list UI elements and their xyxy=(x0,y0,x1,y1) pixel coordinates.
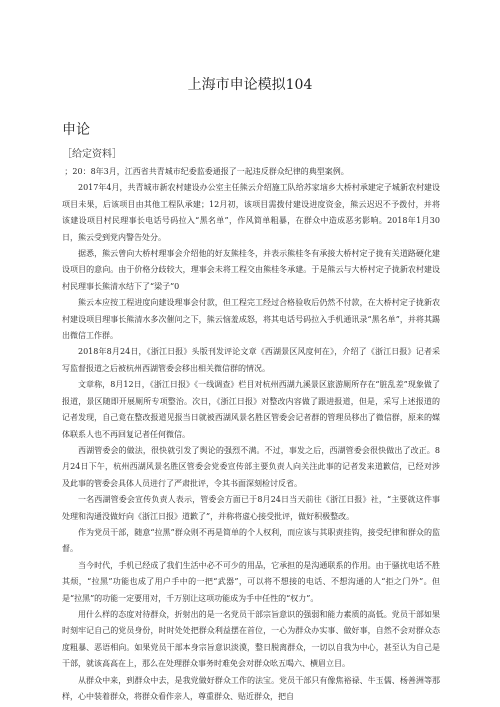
paragraph: 2017年4月，共青城市新农村建设办公室主任熊云介绍施工队给苏家垴乡大桥村承建定子城新农村建设项目未果，后该项目由其他工程队承建；12月初，该项目需拨付建设进度资金，熊云迟迟不予拨付，并将该建设项目村民理事长电话号码拉入“黑名单”，作风简单粗暴，在群众中造成恶劣影响。2018年1月30日，熊云受到党内警告处分。 xyxy=(62,183,440,242)
paragraph: 从群众中来，到群众中去，是我党做好群众工作的法宝。党员干部只有像焦裕禄、牛玉儒、杨善洲等那样，心中装着群众，将群众看作亲人，尊重群众、贴近群众，把自 xyxy=(62,675,440,701)
paragraph: 用什么样的态度对待群众，折射出的是一名党员干部宗旨意识的强弱和能力素质的高低。党员干部如果时刻牢记自己的党员身份，时时处处把群众利益摆在首位，一心为群众办实事、做好事，自然不会对群众态度粗暴、恶语相向。如果党员干部本身宗旨意识淡漠，整日脱离群众，一切以自我为中心，甚至认为自己是干部，就该高高在上，那么在处理群众事务时难免会对群众吆五喝六、横眉立目。 xyxy=(62,609,440,669)
paragraph: ；20：8年3月，江西省共青城市纪委监委通报了一起违反群众纪律的典型案例。 xyxy=(64,167,349,176)
document-title: 上海市申论模拟104 xyxy=(187,77,313,93)
paragraph: 2018年8月24日，《浙江日报》头版刊发评论文章《西湖景区风度何在》，介绍了《浙江日报》记者采写监督报道之后被杭州西湖管委会移出相关微信群的情况。 xyxy=(62,347,440,373)
paragraph: 熊云本应按工程进度向建设理事会付款，但工程完工经过合格验收后仍然不付款，在大桥村定子拢新农村建设项目理事长熊清水多次催问之下，熊云恼羞成怒，将其电话号码拉入手机通讯录“黑名单”，并将其踢出微信工作群。 xyxy=(62,298,440,341)
section-title: 申论 xyxy=(62,122,90,138)
paragraph: 文章称，8月12日，《浙江日报》《一线调查》栏目对杭州西湖九溪景区旅游厕所存在“脏乱差”现象做了报道，景区随即开展厕所专项整治。次日，《浙江日报》对整改内容做了跟进报道，但是，采写上述报道的记者发现，自己竟在整改报道见报当日就被西湖风景名胜区管委会记者群的管理员移出了微信群，原来的媒体联系人也不再回复记者任何微信。 xyxy=(62,380,440,439)
paragraph: 西湖管委会的做法，很快就引发了舆论的强烈不满。不过，事发之后，西湖管委会很快做出了改正。8月24日下午，杭州西湖风景名胜区管委会党委宣传部主要负责人向关注此事的记者发来道歉信，已经对涉及此事的管委会具体人员进行了严肃批评，令其书面深刻检讨反省。 xyxy=(62,445,440,488)
paragraph: 一名西湖管委会宣传负责人表示，管委会方面已于8月24日当天前往《浙江日报》社，“主要就这件事处理和沟通没做好向《浙江日报》道歉了”，并称将虚心接受批评，做好积极整改。 xyxy=(62,495,440,521)
document-body xyxy=(62,164,440,705)
paragraph: 作为党员干部，随意“拉黑”群众则不再是简单的个人权利，而应该与其职责挂钩，接受纪律和群众的监督。 xyxy=(62,527,440,554)
materials-label: ［给定资料］ xyxy=(62,149,122,160)
paragraph: 据悉，熊云曾向大桥村理事会介绍他的好友熊桂冬，并表示熊桂冬有承接大桥村定子拢有关道路硬化建设项目的意向。由于价格分歧较大，理事会未将工程交由熊桂冬承建。于是熊云与大桥村定子拢新农村建设村民理事长熊清水结下了“梁子”0 xyxy=(62,249,440,291)
paragraph: 当今时代，手机已经成了我们生活中必不可少的用品，它承担的是沟通联系的作用。由于骚扰电话不胜其烦，“拉黑”功能也成了用户手中的一把“武器”，可以将不想接的电话、不想沟通的人“拒之门外”。但是“拉黑”的功能一定要用对，千万别让这项功能成为手中任性的“权力”。 xyxy=(62,560,440,603)
